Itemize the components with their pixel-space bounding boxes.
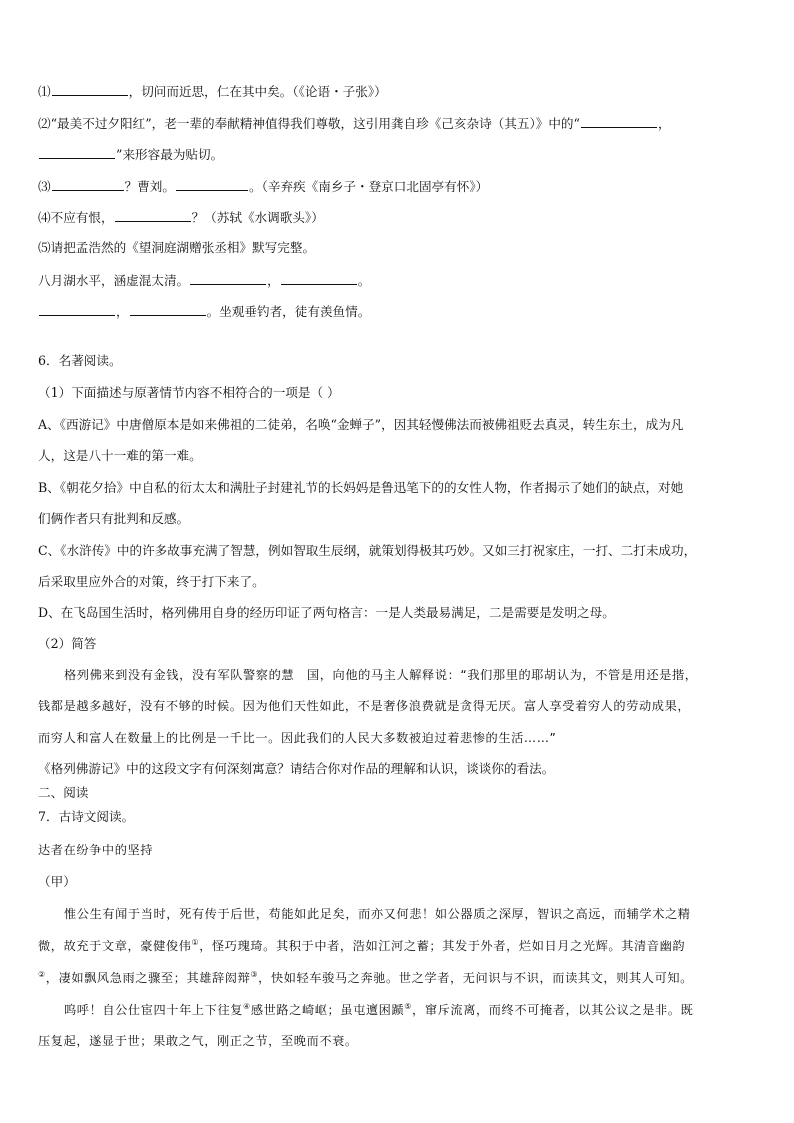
line-text: ，	[116, 304, 129, 319]
answer-blank[interactable]	[39, 146, 115, 159]
q7-title: 7．古诗文阅读。	[38, 809, 135, 824]
q6-title: 6．名著阅读。	[38, 353, 122, 368]
answer-blank[interactable]	[176, 178, 248, 191]
answer-blank[interactable]	[581, 115, 657, 128]
line-text: 。坐观垂钓者，徒有羡鱼情。	[206, 304, 371, 319]
classical-line-5: 压复起，遂显于世；果敢之气，刚正之节，至晚而不衰。	[38, 1034, 358, 1048]
classical-line-4	[64, 1002, 764, 1018]
footnote-mark: ④	[243, 1001, 251, 1011]
line-text: ，窜斥流离，而终不可掩者，以其公议之是非。既	[412, 1003, 694, 1017]
line-text: ？（苏轼《水调歌头》）	[191, 210, 324, 225]
classical-line-3	[38, 970, 764, 986]
option-a-line-1: A、《西游记》中唐僧原本是如来佛祖的二徒弟，名唤“金蝉子”，因其轻慢佛法而被佛祖贬去真灵，转生东土，成为凡	[38, 417, 684, 432]
q6-sub2: （2）简答	[38, 636, 97, 651]
line-text: ，	[267, 273, 280, 288]
answer-blank[interactable]	[115, 209, 191, 222]
reading-jia: （甲）	[38, 874, 76, 889]
footnote-mark: ①	[191, 937, 200, 947]
question-line-5a	[38, 272, 764, 289]
footnote-mark: ⑤	[404, 1001, 413, 1011]
line-text: ，	[657, 116, 671, 131]
answer-blank[interactable]	[281, 272, 357, 285]
section-heading: 二、阅读	[38, 785, 89, 800]
passage-line-1: 格列佛来到没有金钱，没有军队警察的慧 国，向他的马主人解释说：“我们那里的耶胡认为，不管是用还是揩，	[64, 668, 698, 682]
line-text: ⑷不应有恨，	[38, 210, 114, 225]
line-text: ，切问而近思，仁在其中矣。（《论语・子张》）	[128, 84, 387, 99]
line-text: ，怪巧瑰琦。其积于中者，浩如江河之蓄；其发于外者，烂如日月之光辉。其清音幽韵	[199, 939, 686, 953]
line-text: ⑵“最美不过夕阳红”，老一辈的奉献精神值得我们尊敬，这引用龚自珍《己亥杂诗（其五）》中的“	[38, 116, 580, 131]
answer-blank[interactable]	[52, 83, 128, 96]
line-text: ”来形容最为贴切。	[116, 147, 224, 162]
line-text: 八月湖水平，涵虚混太清。	[38, 273, 190, 288]
question-line-4	[38, 209, 764, 226]
option-b-line-1: B、《朝花夕拾》中自私的衍太太和满肚子封建礼节的长妈妈是鲁迅笔下的的女性人物，作者揭示了她们的缺点，对她	[38, 480, 684, 495]
option-c-line-1: C、《水浒传》中的许多故事充满了智慧，例如智取生辰纲，就策划得极其巧妙。又如三打祝家庄，一打、二打未成功，	[38, 543, 697, 558]
q6-sub1: （1）下面描述与原著情节内容不相符合的一项是（ ）	[38, 385, 340, 400]
line-text: 微，故充于文章，豪健俊伟	[38, 939, 192, 953]
footnote-mark: ②	[38, 969, 46, 979]
question-line-2a	[38, 115, 764, 132]
item-number: ⑶	[38, 179, 51, 194]
line-text: 。（辛弃疾《南乡子・登京口北固亭有怀》）	[248, 179, 489, 194]
line-text: ？曹刘。	[124, 179, 175, 194]
line-text: ，快如轻车骏马之奔驰。世之学者，无问识与不识，而读其文，则其人可知。	[258, 971, 693, 985]
reading-heading: 达者在纷争中的坚持	[38, 843, 154, 857]
answer-blank[interactable]	[190, 272, 266, 285]
passage-line-3: 而穷人和富人在数量上的比例是一千比一。因此我们的人民大多数被迫过着悲惨的生活……”	[38, 731, 557, 745]
item-number: ⑴	[38, 84, 51, 99]
answer-blank[interactable]	[130, 303, 206, 316]
classical-line-1: 惟公生有闻于当时，死有传于后世，苟能如此足矣，而亦又何悲！如公器质之深厚，智识之高远，而辅学术之精	[64, 907, 691, 921]
question-line-1	[38, 83, 764, 100]
answer-blank[interactable]	[52, 178, 124, 191]
option-a-line-2: 人，这是八十一难的第一难。	[38, 448, 202, 463]
option-b-line-2: 们俩作者只有批判和反感。	[38, 511, 190, 526]
answer-blank[interactable]	[39, 303, 115, 316]
passage-line-2: 钱都是越多越好，没有不够的时候。因为他们天性如此，不是奢侈浪费就是贪得无厌。富人享受着穷人的劳动成果，	[38, 699, 691, 713]
footnote-mark: ③	[250, 969, 259, 979]
option-d-line-1: D、在飞岛国生活时，格列佛用自身的经历印证了两句格言：一是人类最易满足，二是需要是发明之母。	[38, 605, 615, 620]
classical-line-2	[38, 938, 764, 954]
q6-question: 《格列佛游记》中的这段文字有何深刻寓意？请结合你对作品的理解和认识，谈谈你的看法。	[38, 761, 555, 776]
option-c-line-2: 后采取里应外合的对策，终于打下来了。	[38, 574, 265, 589]
line-text: 感世路之崎岖；虽屯邅困踬	[250, 1003, 405, 1017]
line-text: 。	[357, 273, 371, 288]
question-line-2b	[38, 146, 764, 163]
question-line-5-title: ⑸请把孟浩然的《望洞庭湖赠张丞相》默写完整。	[38, 240, 316, 255]
line-text: ，凄如飘风急雨之骤至；其雄辞闳辩	[45, 971, 251, 985]
line-text: 呜呼！自公仕宦四十年上下往复	[64, 1003, 244, 1017]
question-line-3	[38, 178, 764, 195]
question-line-5b	[38, 303, 764, 320]
